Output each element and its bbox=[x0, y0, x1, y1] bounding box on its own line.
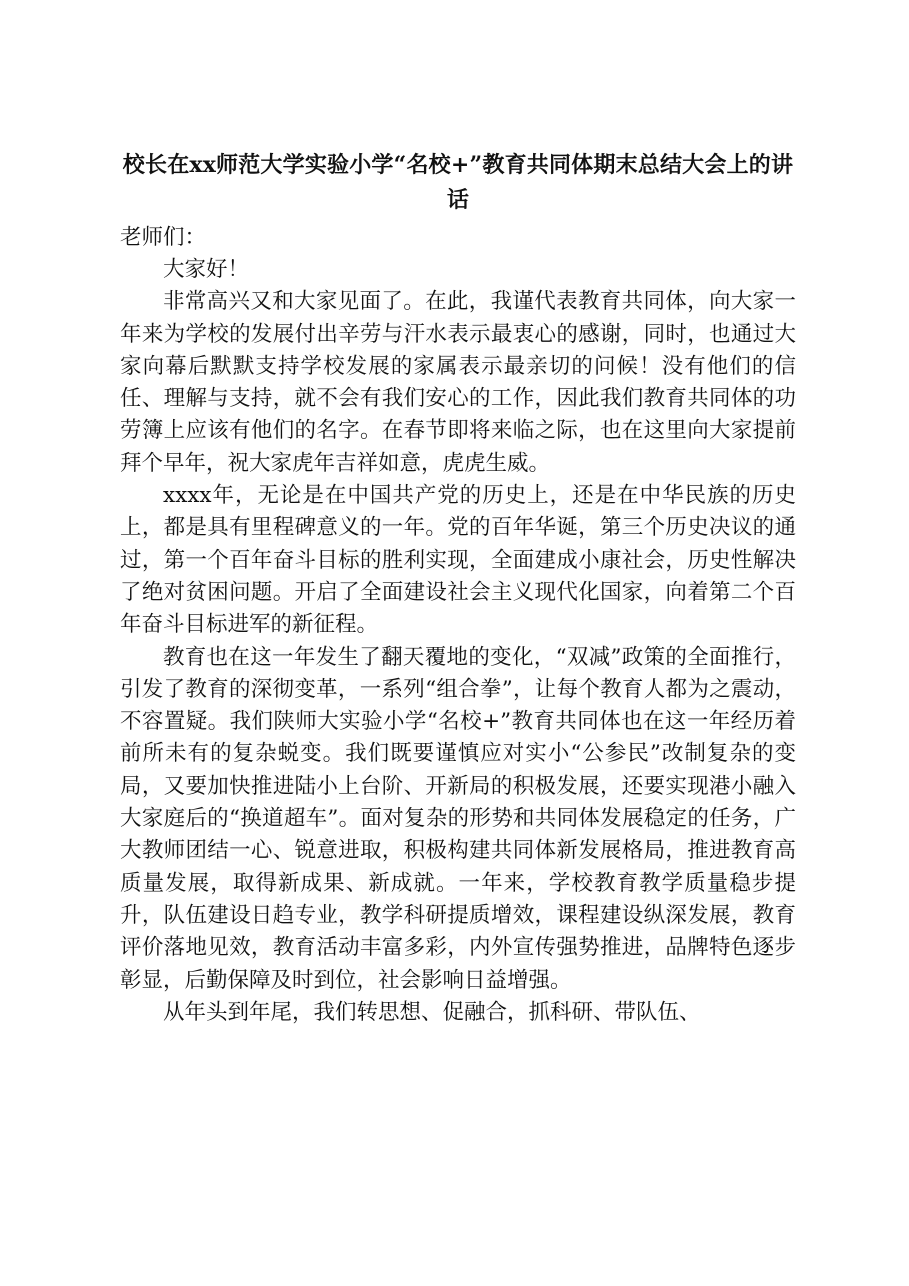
document-page bbox=[120, 148, 796, 1029]
paragraph-year-review: xxxx年，无论是在中国共产党的历史上，还是在中华民族的历史上，都是具有里程碑意义的一年。党的百年华诞，第三个历史决议的通过，第一个百年奋斗目标的胜利实现，全面建成小康社会，历史性解决了绝对贫困问题。开启了全面建设社会主义现代化国家，向着第二个百年奋斗目标进军的新征程。 bbox=[120, 483, 796, 638]
paragraph-thanks: 非常高兴又和大家见面了。在此，我谨代表教育共同体，向大家一年来为学校的发展付出辛劳与汗水表示最衷心的感谢，同时，也通过大家向幕后默默支持学校发展的家属表示最亲切的问候！没有他们的信任、理解与支持，就不会有我们安心的工作，因此我们教育共同体的功劳簿上应该有他们的名字。在春节即将来临之际，也在这里向大家提前拜个早年，祝大家虎年吉祥如意，虎虎生威。 bbox=[120, 289, 796, 476]
paragraph-year-summary: 从年头到年尾，我们转思想、促融合，抓科研、带队伍、 bbox=[163, 999, 701, 1025]
document-title: 校长在xx师范大学实验小学“名校+”教育共同体期末总结大会上的讲话 bbox=[122, 152, 794, 213]
salutation: 老师们： bbox=[120, 225, 207, 250]
paragraph-education-change: 教育也在这一年发生了翻天覆地的变化，“双减”政策的全面推行，引发了教育的深彻变革，一系列“组合拳”，让每个教育人都为之震动，不容置疑。我们陕师大实验小学“名校+”教育共同体也在这一年经历着前所未有的复杂蜕变。我们既要谨慎应对实小“公参民”改制复杂的变局，又要加快推进陆小上台阶、开新局的积极发展，还要实现港小融入大家庭后的“换道超车”。面对复杂的形势和共同体发展稳定的任务，广大教师团结一心、锐意进取，积极构建共同体新发展格局，推进教育高质量发展，取得新成果、新成就。一年来，学校教育教学质量稳步提升，队伍建设日趋专业，教学科研提质增效，课程建设纵深发展，教育评价落地见效，教育活动丰富多彩，内外宣传强势推进，品牌特色逐步彰显，后勤保障及时到位，社会影响日益增强。 bbox=[120, 644, 796, 993]
paragraph-greeting: 大家好！ bbox=[163, 257, 250, 282]
